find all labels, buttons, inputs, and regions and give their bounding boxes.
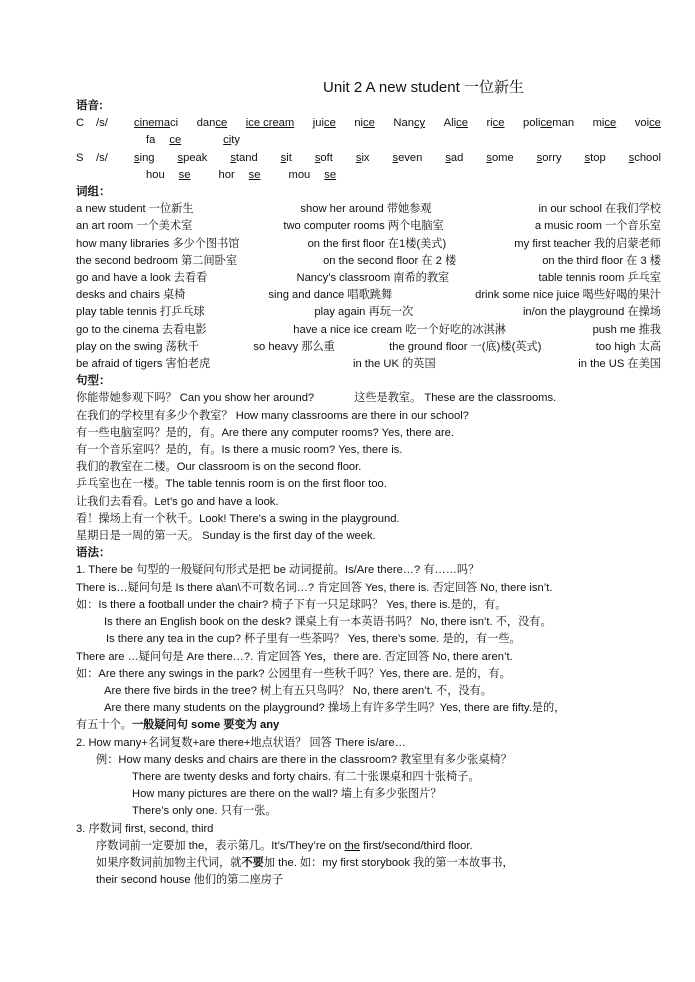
- word-suffix: ad: [450, 151, 464, 164]
- phrase: on the third floor 在 3 楼: [542, 254, 661, 267]
- word-suffix: ome: [491, 151, 514, 164]
- phrase-row: [76, 287, 661, 304]
- phrase: so heavy 那么重: [253, 340, 335, 353]
- grammar-line: There is…疑问句是 Is there a\an\不可数名词…? 肯定回答 Yes, there is. 否定回答 No, there isn’t.: [76, 581, 553, 594]
- grammar-text: 加 the. 如：my first storybook 我的第一本故事书，: [263, 856, 514, 869]
- phrase: play table tennis 打乒乓球: [76, 306, 205, 319]
- sentence: 星期日是一周的第一天。 Sunday is the first day of the week.: [76, 530, 376, 543]
- phrase: in/on the playground 在操场: [522, 306, 661, 319]
- grammar-point: 2. How many+名词复数+are there+地点状语？ 回答 There is/are…: [76, 736, 406, 749]
- phrase: play on the swing 荡秋千: [76, 340, 200, 353]
- phrase: a music room 一个音乐室: [534, 220, 661, 233]
- sentence: 让我们去看看。Let’s go and have a look.: [76, 495, 279, 508]
- phrase: table tennis room 乒乓室: [538, 272, 661, 285]
- word-underlined-part: ce: [323, 117, 336, 130]
- word-prefix: dan: [196, 117, 216, 130]
- phonics-c-row: [76, 115, 661, 132]
- phrase: have a nice ice cream 吃一个好吃的冰淇淋: [293, 323, 506, 336]
- sentences-list: [76, 408, 661, 546]
- phrases-heading: 词组：: [76, 186, 111, 199]
- word-underlined-part: s: [134, 151, 140, 164]
- phrase: go and have a look 去看看: [76, 272, 208, 285]
- word-underlined-part: ce: [169, 134, 182, 147]
- phonics-word: [281, 150, 292, 167]
- phrase-row: [76, 339, 661, 356]
- sentence: 乒乓室也在一楼。The table tennis room is on the first floor too.: [76, 478, 387, 491]
- grammar-line: [76, 855, 661, 872]
- phrase-row: [76, 253, 661, 270]
- phrase-row: [76, 322, 661, 339]
- sentence: 看！操场上有一个秋千。Look! There’s a swing in the playground.: [76, 512, 400, 525]
- phrase: desks and chairs 桌椅: [76, 289, 186, 302]
- grammar-text: first/second/third floor.: [360, 839, 473, 852]
- phonics-word: [289, 169, 351, 181]
- phonics-word: [209, 134, 254, 146]
- word-prefix: voi: [634, 117, 650, 130]
- grammar-line: [76, 717, 661, 734]
- phrase-row: [76, 270, 661, 287]
- phonics-word: [635, 115, 661, 132]
- sentence: 我们的教室在二楼。Our classroom is on the second floor.: [76, 461, 362, 474]
- word-prefix: Ali: [443, 117, 457, 130]
- grammar-example: 如：Are there any swings in the park? 公园里有一些秋千吗？Yes, there are. 是的，有。: [76, 667, 511, 680]
- grammar-example: their second house 他们的第二座房子: [96, 874, 284, 887]
- phrase: how many libraries 多少个图书馆: [76, 237, 240, 250]
- phrase: on the second floor 在 2 楼: [323, 254, 457, 267]
- word-prefix: jui: [312, 117, 324, 130]
- word-underlined-part: s: [177, 151, 184, 164]
- word-underlined-part: cinema: [134, 117, 171, 130]
- word-underlined-part: s: [314, 151, 321, 164]
- phonics-letter: S: [76, 151, 84, 164]
- grammar-line: There are …疑问句是 Are there…?. 肯定回答 Yes，there are. 否定回答 No, there aren’t.: [76, 650, 513, 663]
- word-suffix: chool: [634, 151, 661, 164]
- phonics-word-list: [134, 115, 661, 132]
- phrase-row: [76, 356, 661, 373]
- word-underlined-part: s: [628, 151, 635, 164]
- word-underlined-part: ci: [223, 134, 232, 147]
- phonics-word: [486, 150, 513, 167]
- phonics-word: [585, 150, 606, 167]
- phonics-word: [354, 115, 375, 132]
- word-prefix: poli: [523, 117, 541, 130]
- phonics-word: [146, 169, 205, 181]
- phrase: the second bedroom 第二间卧室: [76, 254, 238, 267]
- sentence: 这些是教室。 These are the classrooms.: [354, 392, 557, 405]
- word-underlined-part: ce: [540, 117, 553, 130]
- word-underlined-part: cy: [413, 117, 426, 130]
- phonics-word: [523, 115, 574, 132]
- word-suffix: ing: [139, 151, 155, 164]
- word-underlined-part: s: [536, 151, 543, 164]
- grammar-example: 如：Is there a football under the chair? 椅子下有一只足球吗？ Yes, there is.是的，有。: [76, 598, 507, 611]
- sentence: 你能带她参观下吗？ Can you show her around?: [76, 392, 315, 405]
- word-underlined-part: ce: [604, 117, 617, 130]
- phonics-word: [629, 150, 661, 167]
- phonics-c-row-2: [76, 132, 661, 149]
- grammar-example: 例：How many desks and chairs are there in the classroom? 教室里有多少张桌椅？: [96, 753, 512, 766]
- sentences-heading: 句型：: [76, 375, 111, 388]
- phrase: drink some nice juice 喝些好喝的果汁: [475, 289, 661, 302]
- sentence: 在我们的学校里有多少个教室？ How many classrooms are there in our school?: [76, 409, 469, 422]
- phonics-s-row: [76, 150, 661, 167]
- phonics-word: [393, 115, 425, 132]
- phonics-word: [393, 150, 423, 167]
- word-prefix: hor: [218, 168, 235, 181]
- phrase: a new student 一位新生: [76, 203, 194, 216]
- grammar-text: 序数词前一定要加 the，表示第几。It’s/They’re on: [96, 839, 345, 852]
- word-underlined-part: s: [355, 151, 362, 164]
- word-prefix: mi: [592, 117, 605, 130]
- grammar-example: There are twenty desks and forty chairs. 有二十张课桌和四十张椅子。: [132, 770, 480, 783]
- phonics-word: [197, 115, 228, 132]
- word-prefix: mou: [288, 168, 311, 181]
- phonics-word: [315, 150, 333, 167]
- word-prefix: ni: [354, 117, 364, 130]
- word-prefix: Nan: [393, 117, 414, 130]
- grammar-text: 有五十个。: [76, 719, 132, 732]
- grammar-point: 1. There be 句型的一般疑问句形式是把 be 动词提前。Is/Are there…? 有……吗？: [76, 564, 480, 577]
- grammar-example: How many pictures are there on the wall? 墙上有多少张图片？: [132, 788, 442, 801]
- word-underlined-part: s: [486, 151, 492, 164]
- word-prefix: fa: [146, 134, 156, 147]
- phonics-word-list: [134, 150, 661, 167]
- word-suffix: peak: [183, 151, 208, 164]
- grammar-text: 如果序数词前加物主代词，就: [96, 856, 242, 869]
- sentence-line: [76, 390, 661, 407]
- phrase: show her around 带她参观: [300, 203, 432, 216]
- phonics-word: [134, 115, 178, 132]
- phonics-word: [219, 169, 275, 181]
- phrase-row: [76, 304, 661, 321]
- phrase: go to the cinema 去看电影: [76, 323, 207, 336]
- grammar-line: [76, 838, 661, 855]
- word-prefix: ri: [486, 117, 493, 130]
- page-title: Unit 2 A new student 一位新生: [323, 79, 524, 96]
- phonics-word: [146, 134, 195, 146]
- grammar-rule-bold: 一般疑问句 some 要变为 any: [131, 719, 280, 732]
- phonics-word: [230, 150, 257, 167]
- word-underlined-part: ice cream: [245, 117, 295, 130]
- sentence: 有一些电脑室吗？是的，有。Are there any computer rooms? Yes, there are.: [76, 426, 455, 439]
- word-underlined-part: ce: [492, 117, 505, 130]
- phrase: on the first floor 在1楼(美式): [307, 237, 447, 250]
- phrase: push me 推我: [592, 323, 661, 336]
- word-suffix: ix: [361, 151, 370, 164]
- phrase: too high 太高: [595, 340, 661, 353]
- word-underlined-part: s: [584, 151, 591, 164]
- phrase: the ground floor 一(底)楼(英式): [389, 340, 542, 353]
- grammar-example: Are there five birds in the tree? 树上有五只鸟吗？ No, there aren’t. 不，没有。: [104, 684, 492, 697]
- phrase: my first teacher 我的启蒙老师: [514, 237, 661, 250]
- word-suffix: top: [590, 151, 606, 164]
- word-underlined-part: s: [280, 151, 287, 164]
- word-prefix: hou: [146, 168, 165, 181]
- word-underlined-part: s: [445, 151, 451, 164]
- word-underlined-part: se: [324, 168, 337, 181]
- document-page: [76, 78, 661, 889]
- word-suffix: ty: [231, 134, 240, 147]
- word-suffix: ci: [170, 117, 179, 130]
- phrase-row: [76, 201, 661, 218]
- grammar-example: Is there any tea in the cup? 杯子里有一些茶吗？ Yes, there’s some. 是的，有一些。: [106, 633, 521, 646]
- phonics-sound: /s/: [96, 151, 108, 164]
- phonics-word: [313, 115, 336, 132]
- phonics-word: [537, 150, 562, 167]
- phrase-row: [76, 236, 661, 253]
- word-underlined-part: s: [392, 151, 399, 164]
- word-suffix: oft: [320, 151, 333, 164]
- phonics-word: [246, 115, 295, 132]
- word-suffix: tand: [235, 151, 258, 164]
- grammar-heading: 语法：: [76, 547, 111, 560]
- phonics-sound: /s/: [96, 117, 108, 130]
- phonics-s-row-2: [76, 167, 661, 184]
- word-suffix: even: [398, 151, 423, 164]
- word-underlined-part: ce: [649, 117, 661, 130]
- phrase: in our school 在我们学校: [538, 203, 661, 216]
- phonics-word: [445, 150, 463, 167]
- grammar-example: Is there an English book on the desk? 课桌上有一本英语书吗？ No, there isn’t. 不，没有。: [104, 616, 552, 629]
- phonics-letter: C: [76, 117, 85, 130]
- phonics-word: [178, 150, 208, 167]
- word-underlined-part: ce: [456, 117, 468, 130]
- word-underlined-part: ce: [363, 117, 375, 130]
- grammar-bold: 不要: [241, 856, 264, 869]
- phrase-row: [76, 218, 661, 235]
- word-suffix: orry: [542, 151, 562, 164]
- phrase: in the US 在美国: [578, 358, 661, 371]
- grammar-example: Are there many students on the playground? 操场上有许多学生吗？Yes, there are fifty.是的，: [104, 702, 566, 715]
- word-underlined-part: se: [248, 168, 261, 181]
- phrase: two computer rooms 两个电脑室: [283, 220, 444, 233]
- sentence: 有一个音乐室吗？是的，有。Is there a music room? Yes, there is.: [76, 444, 403, 457]
- phonics-word: [444, 115, 468, 132]
- phrase: an art room 一个美术室: [76, 220, 193, 233]
- word-suffix: it: [286, 151, 292, 164]
- phonics-word: [486, 115, 504, 132]
- grammar-example: There’s only one. 只有一张。: [132, 805, 277, 818]
- phrase: Nancy’s classroom 南希的教室: [296, 272, 450, 285]
- phonics-word: [134, 150, 155, 167]
- phrase: sing and dance 唱歌跳舞: [268, 289, 393, 302]
- phonics-word: [593, 115, 617, 132]
- word-underlined-part: s: [230, 151, 236, 164]
- phrases-list: [76, 201, 661, 373]
- grammar-point: 3. 序数词 first, second, third: [76, 822, 214, 835]
- word-suffix: man: [552, 117, 575, 130]
- grammar-underlined: the: [344, 839, 361, 852]
- phonics-word: [356, 150, 370, 167]
- word-underlined-part: se: [178, 168, 191, 181]
- phonics-heading: 语音:: [76, 100, 103, 112]
- phrase: play again 再玩一次: [314, 306, 414, 319]
- phrase: in the UK 的英国: [352, 358, 436, 371]
- phrase: be afraid of tigers 害怕老虎: [76, 358, 211, 371]
- word-underlined-part: ce: [215, 117, 228, 130]
